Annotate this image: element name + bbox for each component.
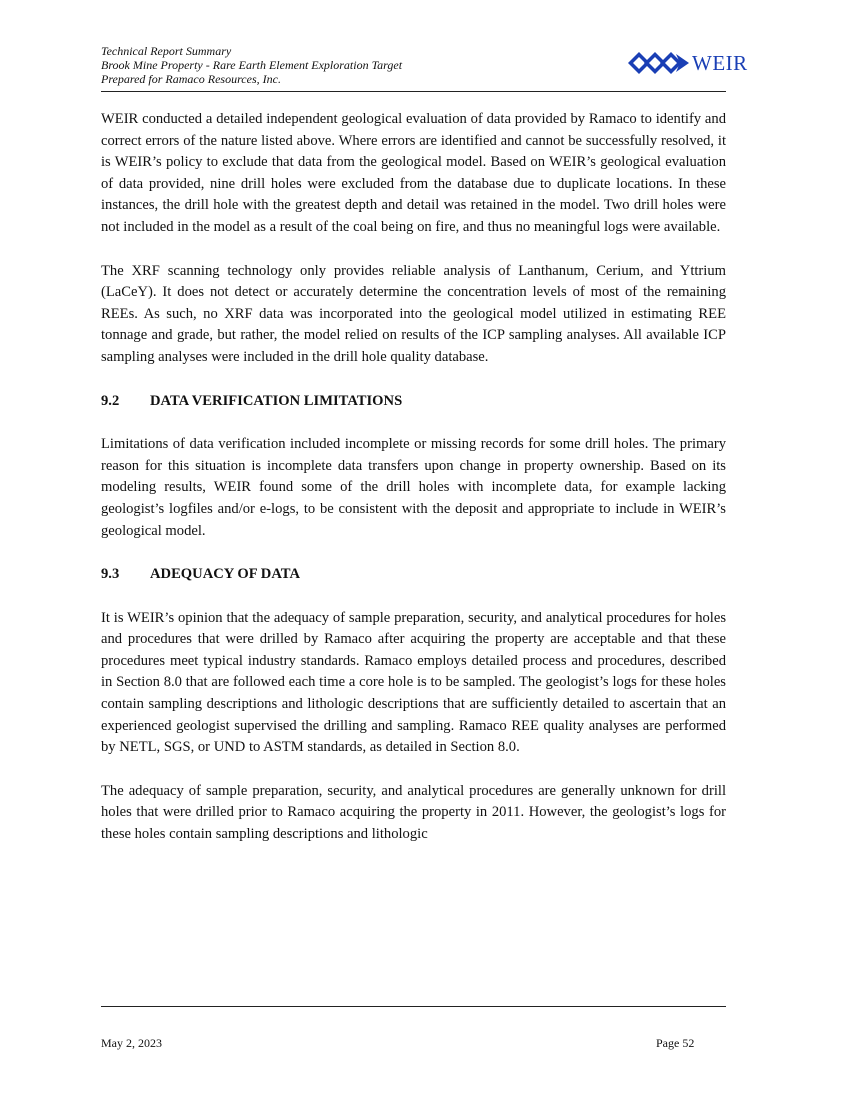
prepared-for: Prepared for Ramaco Resources, Inc. [101, 72, 281, 86]
section-title: ADEQUACY OF DATA [150, 566, 300, 583]
paragraph-data-evaluation: WEIR conducted a detailed independent geological evaluation of data provided by Ramaco to identify and correct errors of the nature listed above. Where errors are identified and cannot be successfully resolved, it is WEIR’s policy to exclude that data from the geological model. Based on WEIR’s geological evaluation of data provided, nine drill holes were excluded from the database due to duplicate locations. In these instances, the drill hole with the greatest depth and detail was retained in the model. Two drill holes were not included in the model as a result of the coal being on fire, and thus no meaningful logs were available. [101, 111, 726, 235]
footer-divider [101, 1006, 726, 1007]
header-divider [101, 91, 726, 92]
report-type: Technical Report Summary [101, 44, 232, 58]
section-heading-9-3 [101, 564, 726, 586]
footer-date: May 2, 2023 [101, 1036, 162, 1050]
report-subject: Brook Mine Property - Rare Earth Element Exploration Target [101, 58, 403, 72]
section-number: 9.2 [101, 392, 120, 409]
paragraph-adequacy-unknown: The adequacy of sample preparation, security, and analytical procedures are generally unknown for drill holes that were drilled prior to Ramaco acquiring the property in 2011. However, the geologist’s logs for these holes contain sampling descriptions and lithologic [101, 782, 726, 843]
paragraph-verification-limitations: Limitations of data verification included incomplete or missing records for some drill holes. The primary reason for this situation is incomplete data transfers upon change in property ownership. Based on its modeling results, WEIR found some of the drill holes with incomplete data, for example lacking geologist’s logfiles and/or e-logs, to be consistent with the deposit and appropriate to include in WEIR’s geological model. [101, 436, 726, 539]
header-text-block [101, 44, 402, 86]
paragraph-adequacy-opinion: It is WEIR’s opinion that the adequacy of sample preparation, security, and analytical procedures for holes and procedures that were drilled by Ramaco after acquiring the property are acceptable and that these procedures meet typical industry standards. Ramaco employs detailed process and procedures, described in Section 8.0 that are followed each time a core hole is to be sampled. The geologist’s logs for these holes contain sampling descriptions and lithologic descriptions that are sufficiently detailed to ascertain that an experienced geologist supervised the drilling and sampling. Ramaco REE quality analyses are performed by NETL, SGS, or UND to ASTM standards, as detailed in Section 8.0. [101, 609, 726, 756]
page-body [101, 109, 726, 868]
section-number: 9.3 [101, 566, 120, 583]
footer-page-number: Page 52 [656, 1036, 695, 1050]
logo-wordmark: WEIR [692, 51, 748, 75]
weir-logo [628, 50, 748, 76]
section-heading-9-2 [101, 391, 726, 413]
weir-diamond-arrows-icon [628, 51, 690, 75]
section-title: DATA VERIFICATION LIMITATIONS [150, 392, 403, 409]
paragraph-xrf-scanning: The XRF scanning technology only provides reliable analysis of Lanthanum, Cerium, and Yttrium (LaCeY). It does not detect or accurately determine the concentration levels of most of the remaining REEs. As such, no XRF data was incorporated into the geological model utilized in estimating REE tonnage and grade, but rather, the model relied on results of the ICP sampling analyses. All available ICP sampling analyses were included in the drill hole quality database. [101, 262, 726, 365]
